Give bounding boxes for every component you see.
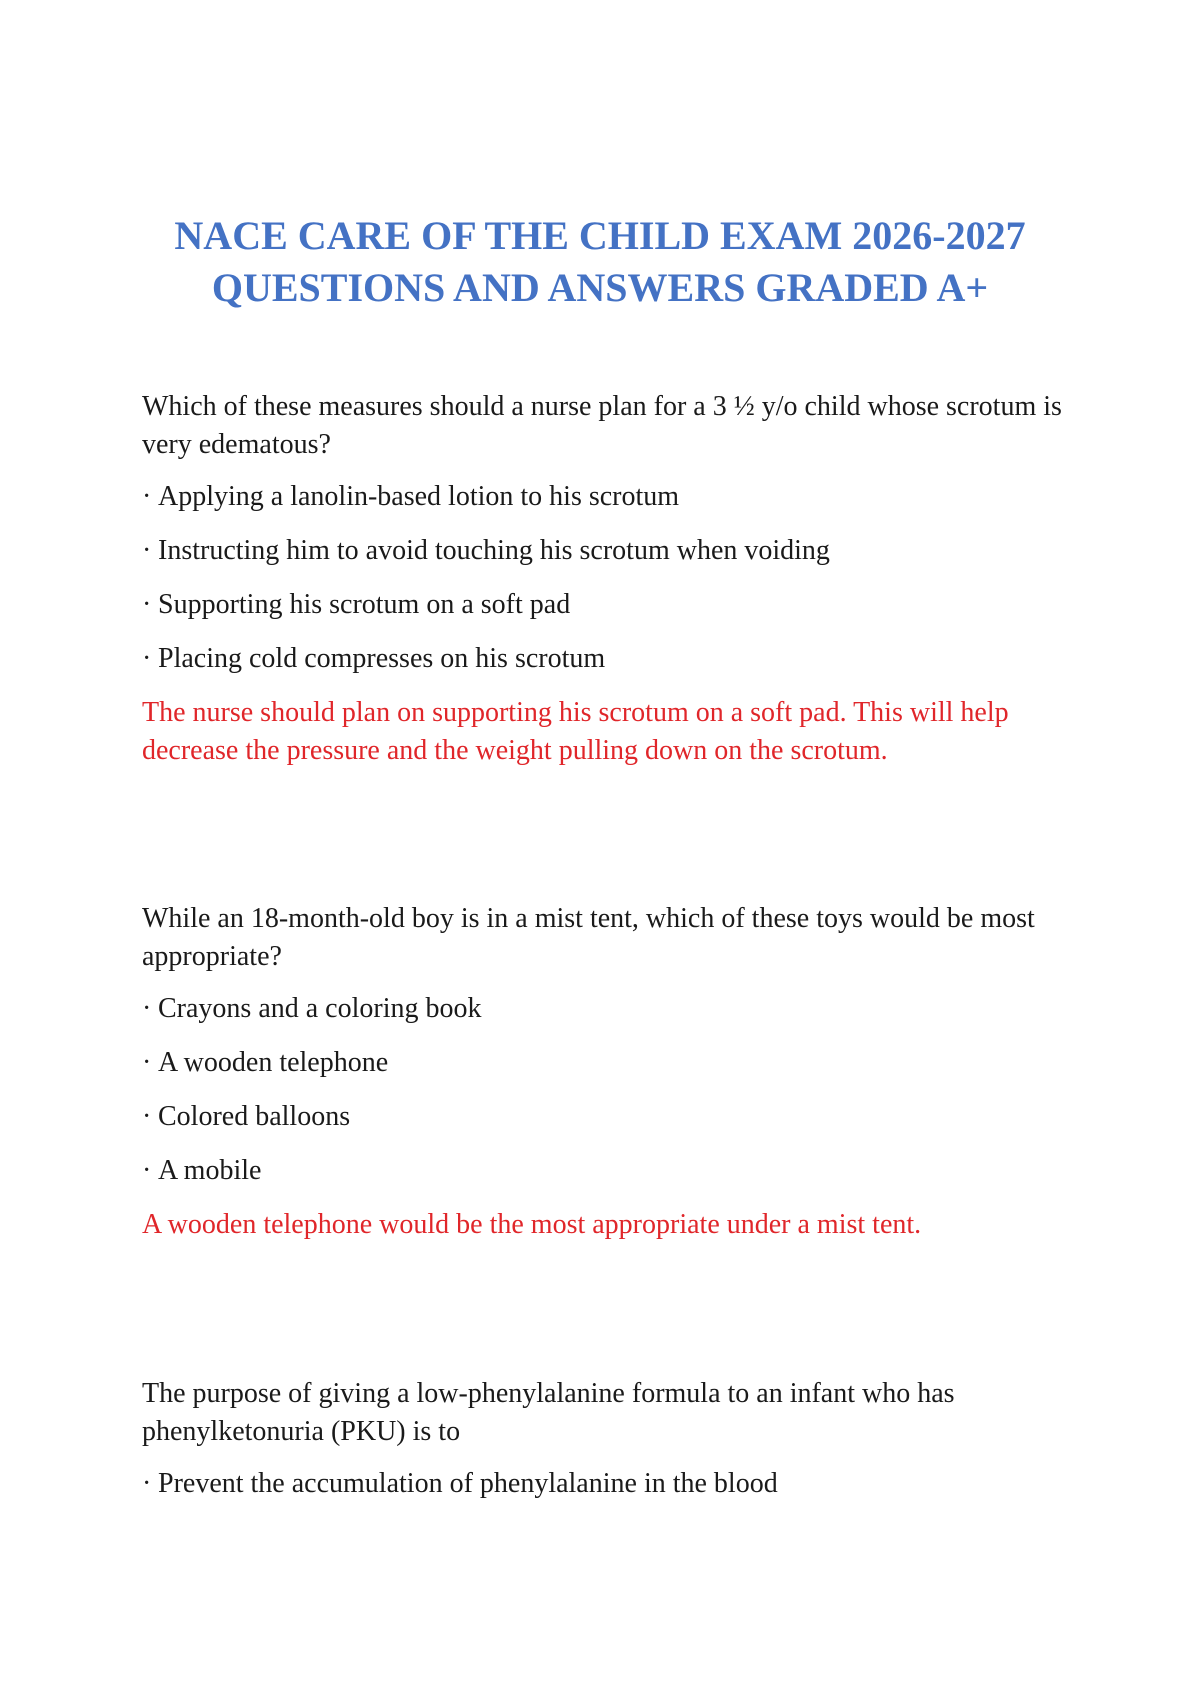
- bullet-icon: ·: [142, 993, 152, 1024]
- question-block-2: [142, 900, 1072, 1244]
- question-text: The purpose of giving a low-phenylalanine formula to an infant who has phenylketonuria (PKU) is to: [142, 1378, 955, 1447]
- option-text: Supporting his scrotum on a soft pad: [158, 589, 571, 620]
- answer-explanation: A wooden telephone would be the most appropriate under a mist tent.: [142, 1209, 922, 1240]
- answer-option: [142, 1465, 1072, 1503]
- title-line-1: NACE CARE OF THE CHILD EXAM 2026-2027: [174, 213, 1026, 258]
- bullet-icon: ·: [142, 589, 152, 620]
- option-text: Placing cold compresses on his scrotum: [158, 643, 606, 674]
- answer-option: [142, 1098, 1072, 1136]
- bullet-icon: ·: [142, 1468, 152, 1499]
- bullet-icon: ·: [142, 481, 152, 512]
- option-text: A mobile: [158, 1155, 262, 1186]
- question-block-1: [142, 388, 1072, 770]
- question-text: While an 18-month-old boy is in a mist tent, which of these toys would be most appropriate?: [142, 903, 1035, 972]
- option-text: Applying a lanolin-based lotion to his scrotum: [158, 481, 680, 512]
- answer-option: [142, 586, 1072, 624]
- question-block-3: [142, 1375, 1072, 1519]
- answer-option: [142, 478, 1072, 516]
- page-title: [100, 210, 1100, 314]
- answer-explanation: The nurse should plan on supporting his scrotum on a soft pad. This will help decrease the pressure and the weight pulling down on the scrotum.: [142, 697, 1009, 766]
- answer-option: [142, 532, 1072, 570]
- option-text: Prevent the accumulation of phenylalanine in the blood: [158, 1468, 778, 1499]
- bullet-icon: ·: [142, 1155, 152, 1186]
- title-line-2: QUESTIONS AND ANSWERS GRADED A+: [211, 265, 989, 310]
- answer-option: [142, 990, 1072, 1028]
- answer-option: [142, 1152, 1072, 1190]
- option-text: Crayons and a coloring book: [158, 993, 482, 1024]
- option-text: Colored balloons: [158, 1101, 351, 1132]
- bullet-icon: ·: [142, 1101, 152, 1132]
- bullet-icon: ·: [142, 1047, 152, 1078]
- bullet-icon: ·: [142, 643, 152, 674]
- question-text: Which of these measures should a nurse plan for a 3 ½ y/o child whose scrotum is very edematous?: [142, 391, 1062, 460]
- answer-option: [142, 640, 1072, 678]
- answer-option: [142, 1044, 1072, 1082]
- option-text: Instructing him to avoid touching his scrotum when voiding: [158, 535, 830, 566]
- bullet-icon: ·: [142, 535, 152, 566]
- option-text: A wooden telephone: [158, 1047, 389, 1078]
